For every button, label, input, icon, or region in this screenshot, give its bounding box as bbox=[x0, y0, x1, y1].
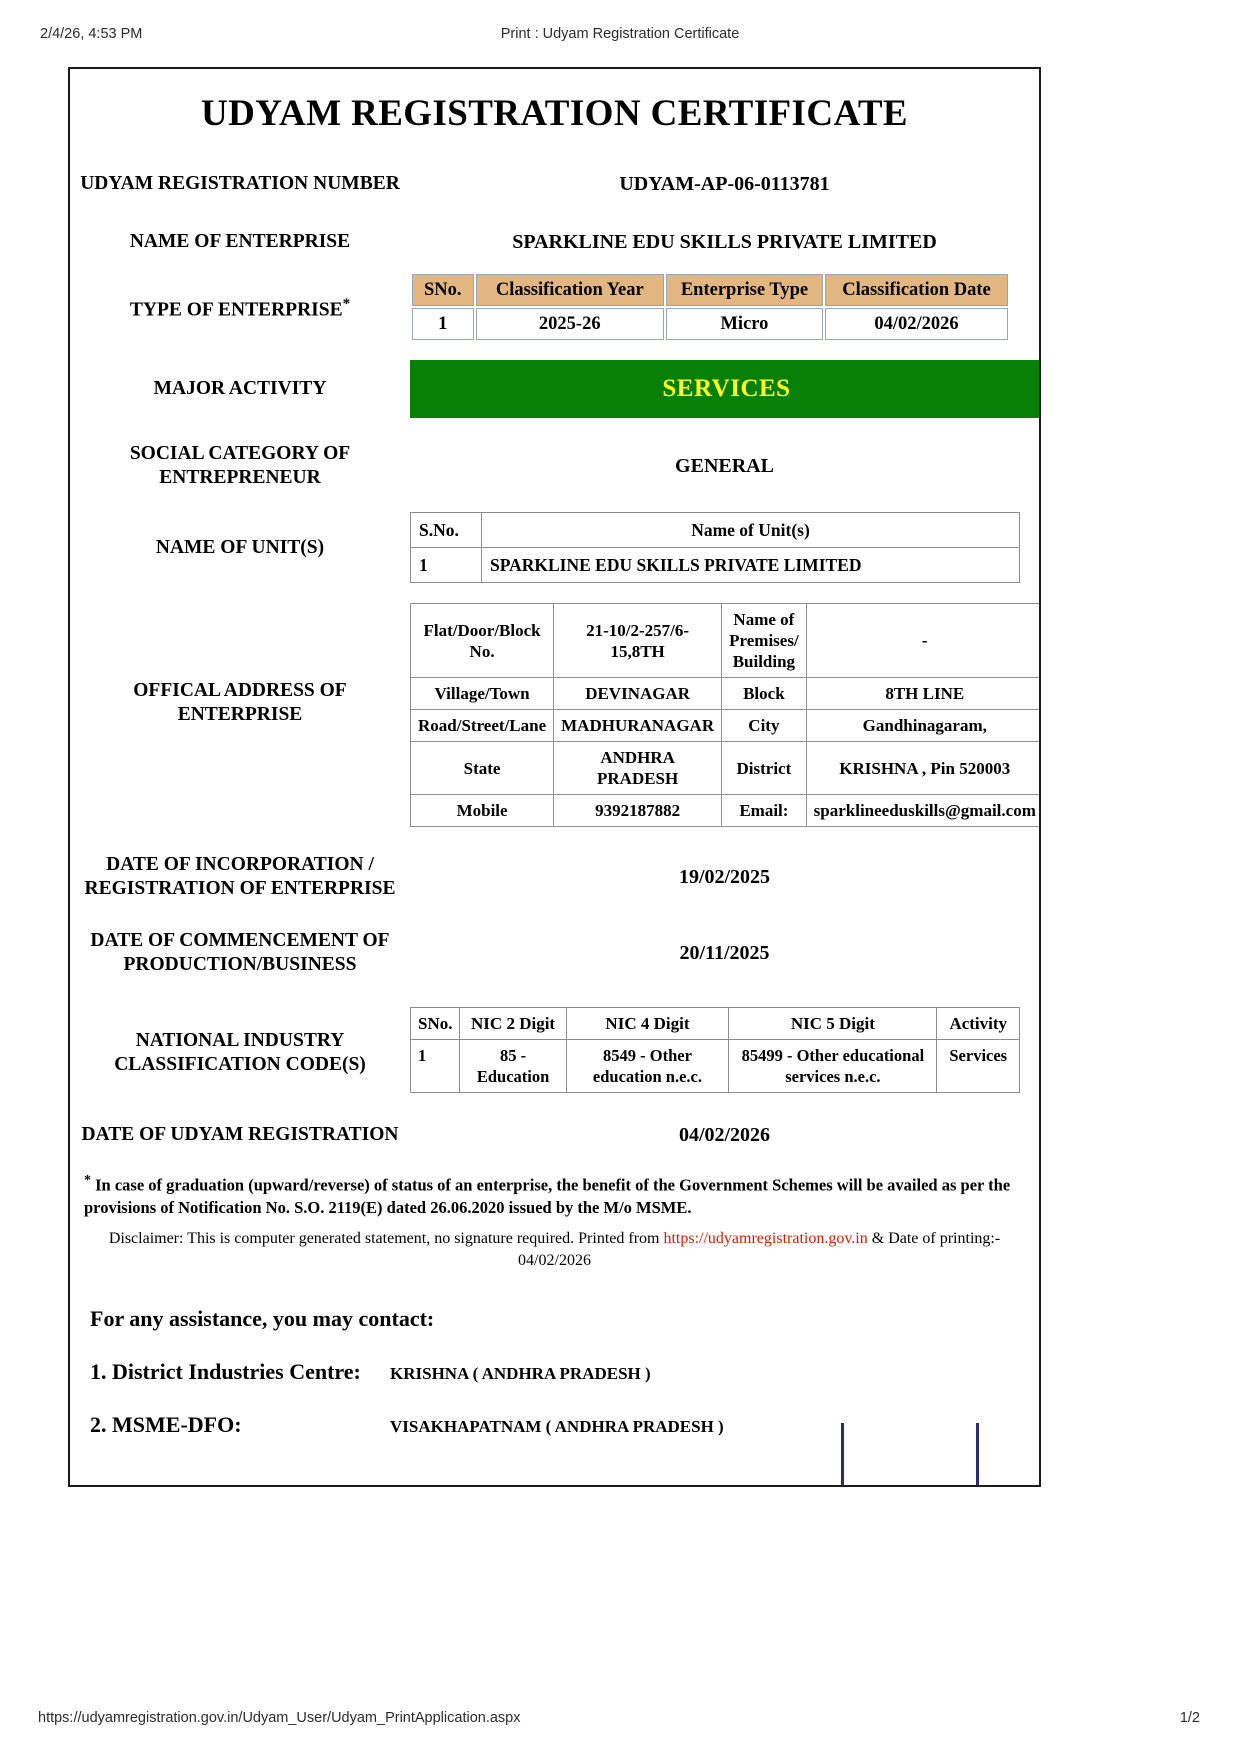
name-of-enterprise-label: NAME OF ENTERPRISE bbox=[129, 231, 351, 252]
udyam-registration-number-row bbox=[70, 172, 1039, 196]
table-row bbox=[412, 308, 1008, 340]
assistance-dic-label: 1. District Industries Centre: bbox=[90, 1358, 361, 1384]
print-page-title: Print : Udyam Registration Certificate bbox=[500, 26, 740, 42]
classification-header-row bbox=[412, 274, 1008, 306]
disclaimer-prefix: Disclaimer: This is computer generated statement, no signature required. Printed from bbox=[108, 1229, 664, 1247]
date-of-commencement-value: 20/11/2025 bbox=[679, 942, 770, 964]
name-of-units-value bbox=[410, 512, 1039, 583]
assistance-item-dic bbox=[90, 1359, 1039, 1385]
browser-print-header bbox=[0, 26, 1240, 46]
disclaimer-print-date: 04/02/2026 bbox=[518, 1251, 591, 1269]
disclaimer bbox=[92, 1228, 1017, 1272]
date-of-incorporation-row bbox=[70, 853, 1039, 901]
date-of-incorporation-label: DATE OF INCORPORATION / REGISTRATION OF ENTERPRISE bbox=[84, 854, 396, 899]
address-key-premises: Name of Premises/ Building bbox=[722, 604, 807, 678]
address-key-email: Email: bbox=[722, 795, 807, 827]
nic-table bbox=[410, 1007, 1020, 1093]
assistance-msme-dfo-value: VISAKHAPATNAM ( ANDHRA PRADESH ) bbox=[390, 1416, 724, 1436]
nic-cell-sno: 1 bbox=[411, 1040, 460, 1093]
address-key-flat: Flat/Door/Block No. bbox=[411, 604, 554, 678]
table-row bbox=[411, 710, 1042, 742]
udyam-portal-link[interactable]: https://udyamregistration.gov.in bbox=[663, 1229, 868, 1247]
official-address-value bbox=[410, 603, 1041, 827]
address-value-mobile: 9392187882 bbox=[554, 795, 722, 827]
type-of-enterprise-row bbox=[70, 272, 1039, 342]
certificate-title: UDYAM REGISTRATION CERTIFICATE bbox=[201, 93, 908, 134]
address-value-premises: - bbox=[806, 604, 1041, 678]
table-row bbox=[411, 1040, 1020, 1093]
address-key-district: District bbox=[722, 742, 807, 795]
assistance-heading: For any assistance, you may contact: bbox=[90, 1305, 435, 1331]
qr-corner-mark-icon bbox=[841, 1423, 979, 1487]
footnote-asterisk: * bbox=[84, 1173, 91, 1188]
udyam-registration-number-value: UDYAM-AP-06-0113781 bbox=[619, 173, 830, 195]
nic-cell-5digit: 85499 - Other educational services n.e.c. bbox=[729, 1040, 937, 1093]
name-of-enterprise-row bbox=[70, 230, 1039, 254]
date-of-udyam-registration-label: DATE OF UDYAM REGISTRATION bbox=[81, 1124, 399, 1145]
units-header-name: Name of Unit(s) bbox=[482, 513, 1020, 548]
address-value-village: DEVINAGAR bbox=[554, 678, 722, 710]
nic-codes-row bbox=[70, 1007, 1039, 1093]
nic-header-4digit: NIC 4 Digit bbox=[566, 1008, 729, 1040]
address-value-city: Gandhinagaram, bbox=[806, 710, 1041, 742]
address-key-village: Village/Town bbox=[411, 678, 554, 710]
classification-header-type: Enterprise Type bbox=[666, 274, 823, 306]
major-activity-banner: SERVICES bbox=[410, 360, 1041, 418]
nic-codes-value bbox=[410, 1007, 1039, 1093]
nic-header-5digit: NIC 5 Digit bbox=[729, 1008, 937, 1040]
units-cell-sno: 1 bbox=[411, 548, 482, 583]
classification-table bbox=[410, 272, 1010, 342]
address-table bbox=[410, 603, 1041, 827]
table-row bbox=[411, 548, 1020, 583]
assistance-msme-dfo-label: 2. MSME-DFO: bbox=[90, 1411, 242, 1437]
nic-header-activity: Activity bbox=[937, 1008, 1020, 1040]
classification-cell-year: 2025-26 bbox=[476, 308, 664, 340]
units-table bbox=[410, 512, 1020, 583]
table-row bbox=[411, 795, 1042, 827]
nic-cell-activity: Services bbox=[937, 1040, 1020, 1093]
social-category-value: GENERAL bbox=[675, 455, 774, 477]
print-source-url: https://udyamregistration.gov.in/Udyam_User/Udyam_PrintApplication.aspx bbox=[38, 1710, 521, 1726]
nic-cell-2digit: 85 - Education bbox=[460, 1040, 566, 1093]
address-key-mobile: Mobile bbox=[411, 795, 554, 827]
nic-cell-4digit: 8549 - Other education n.e.c. bbox=[566, 1040, 729, 1093]
official-address-label: OFFICAL ADDRESS OF ENTERPRISE bbox=[133, 680, 347, 725]
date-of-incorporation-value: 19/02/2025 bbox=[678, 866, 771, 888]
address-value-road: MADHURANAGAR bbox=[554, 710, 722, 742]
table-row bbox=[411, 604, 1042, 678]
footnote-text: In case of graduation (upward/reverse) of status of an enterprise, the benefit of the Government Schemes will be availed as per the provisions of Notification No. S.O. 2119(E) dated 26.06.2020 issued by the M/o MSME. bbox=[84, 1175, 1011, 1217]
name-of-enterprise-value: SPARKLINE EDU SKILLS PRIVATE LIMITED bbox=[512, 231, 937, 253]
major-activity-value bbox=[410, 360, 1041, 418]
address-key-state: State bbox=[411, 742, 554, 795]
classification-header-year: Classification Year bbox=[476, 274, 664, 306]
certificate-sheet bbox=[68, 67, 1041, 1487]
classification-cell-sno: 1 bbox=[412, 308, 474, 340]
address-value-email: sparklineeduskills@gmail.com bbox=[806, 795, 1041, 827]
date-of-commencement-row bbox=[70, 929, 1039, 977]
type-of-enterprise-asterisk: * bbox=[342, 295, 351, 312]
address-value-block: 8TH LINE bbox=[806, 678, 1041, 710]
social-category-label: SOCIAL CATEGORY OF ENTREPRENEUR bbox=[129, 443, 351, 488]
address-key-city: City bbox=[722, 710, 807, 742]
type-of-enterprise-label bbox=[70, 292, 410, 323]
address-value-district: KRISHNA , Pin 520003 bbox=[806, 742, 1041, 795]
social-category-row bbox=[70, 442, 1039, 490]
disclaimer-middle: & Date of printing:- bbox=[867, 1229, 1001, 1247]
address-value-flat: 21-10/2-257/6-15,8TH bbox=[554, 604, 722, 678]
table-row bbox=[411, 742, 1042, 795]
type-of-enterprise-value bbox=[410, 272, 1039, 342]
address-key-road: Road/Street/Lane bbox=[411, 710, 554, 742]
classification-cell-date: 04/02/2026 bbox=[825, 308, 1008, 340]
table-row bbox=[411, 678, 1042, 710]
official-address-row bbox=[70, 603, 1039, 827]
major-activity-label: MAJOR ACTIVITY bbox=[153, 378, 327, 399]
classification-cell-type: Micro bbox=[666, 308, 823, 340]
units-header-sno: S.No. bbox=[411, 513, 482, 548]
address-key-block: Block bbox=[722, 678, 807, 710]
name-of-units-label: NAME OF UNIT(S) bbox=[155, 536, 325, 558]
nic-header-row bbox=[411, 1008, 1020, 1040]
units-header-row bbox=[411, 513, 1020, 548]
address-value-state: ANDHRA PRADESH bbox=[554, 742, 722, 795]
classification-header-date: Classification Date bbox=[825, 274, 1008, 306]
date-of-commencement-label: DATE OF COMMENCEMENT OF PRODUCTION/BUSINESS bbox=[90, 930, 390, 975]
graduation-footnote bbox=[84, 1170, 1021, 1219]
udyam-registration-number-label: UDYAM REGISTRATION NUMBER bbox=[80, 173, 400, 194]
major-activity-row bbox=[70, 360, 1039, 418]
classification-header-sno: SNo. bbox=[412, 274, 474, 306]
nic-codes-label: NATIONAL INDUSTRY CLASSIFICATION CODE(S) bbox=[114, 1030, 366, 1075]
assistance-dic-value: KRISHNA ( ANDHRA PRADESH ) bbox=[390, 1363, 651, 1383]
units-cell-name: SPARKLINE EDU SKILLS PRIVATE LIMITED bbox=[482, 548, 1020, 583]
date-of-udyam-registration-value: 04/02/2026 bbox=[678, 1124, 771, 1146]
date-of-udyam-registration-row bbox=[70, 1123, 1039, 1147]
name-of-units-row bbox=[70, 512, 1039, 583]
nic-header-sno: SNo. bbox=[411, 1008, 460, 1040]
print-datetime: 2/4/26, 4:53 PM bbox=[40, 26, 143, 42]
type-of-enterprise-label-text: TYPE OF ENTERPRISE bbox=[129, 299, 343, 321]
nic-header-2digit: NIC 2 Digit bbox=[460, 1008, 566, 1040]
print-page-number: 1/2 bbox=[1179, 1710, 1200, 1726]
browser-print-footer bbox=[0, 1710, 1240, 1730]
